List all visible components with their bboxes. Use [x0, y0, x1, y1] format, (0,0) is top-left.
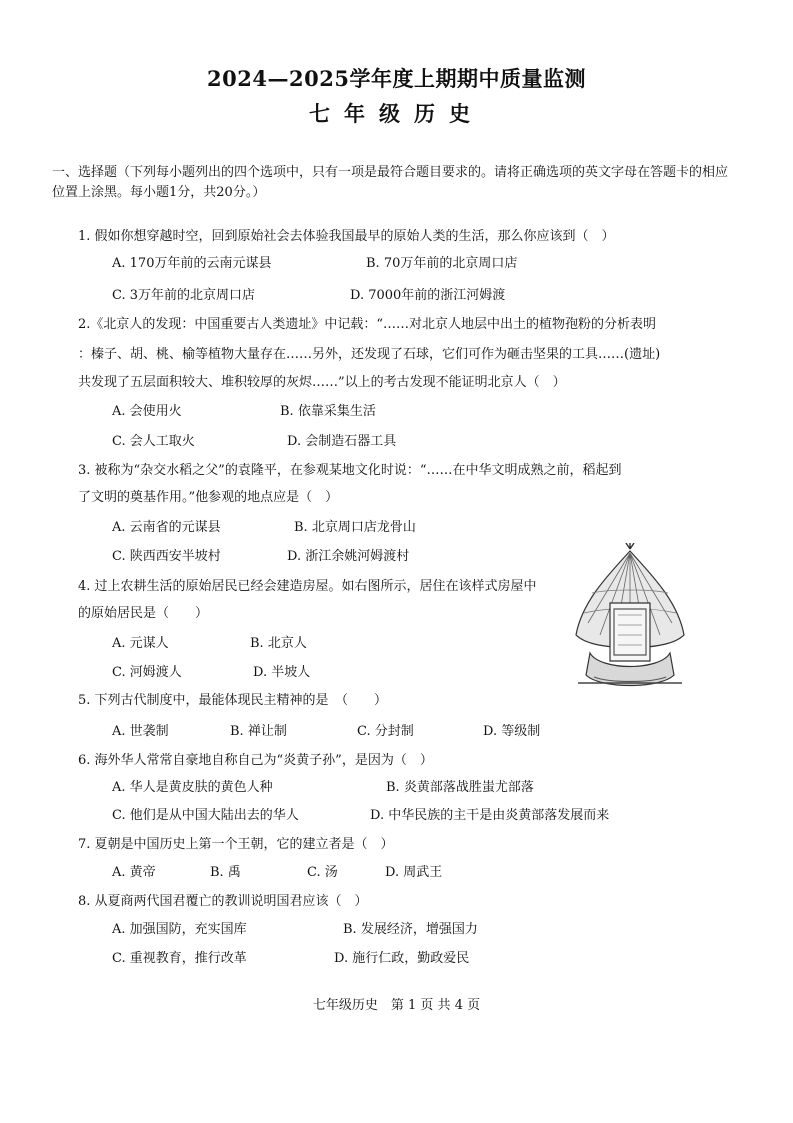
question-2-text-line-3: 共发现了五层面积较大、堆积较厚的灰烬……”以上的考古发现不能证明北京人（ ）	[78, 375, 566, 390]
question-3-text-line-1: 3. 被称为“杂交水稻之父”的袁隆平，在参观某地文化时说：“……在中华文明成熟之前，稻起到	[78, 463, 622, 478]
question-7-option-a: A. 黄帝	[112, 865, 156, 880]
question-2-option-d: D. 会制造石器工具	[287, 434, 397, 449]
question-4-option-d: D. 半坡人	[253, 665, 311, 680]
question-6-option-b: B. 炎黄部落战胜蚩尤部落	[386, 780, 534, 795]
question-3-text-line-2: 了文明的奠基作用。”他参观的地点应是（ ）	[78, 490, 339, 505]
question-3-option-c: C. 陕西西安半坡村	[112, 549, 221, 564]
question-4-option-a: A. 元谋人	[112, 636, 169, 651]
question-8-option-b: B. 发展经济，增强国力	[343, 922, 478, 937]
question-2-option-c: C. 会人工取火	[112, 434, 195, 449]
question-8-option-c: C. 重视教育，推行改革	[112, 951, 247, 966]
question-1-text: 1. 假如你想穿越时空，回到原始社会去体验我国最早的原始人类的生活，那么你应该到（ ）	[78, 229, 615, 244]
question-7-option-c: C. 汤	[307, 865, 338, 880]
exam-subtitle: 七年级历史	[309, 101, 484, 126]
question-5-text: 5. 下列古代制度中，最能体现民主精神的是 （ ）	[78, 693, 388, 708]
question-1-option-a: A. 170万年前的云南元谋县	[112, 256, 272, 271]
question-7-text: 7. 夏朝是中国历史上第一个王朝，它的建立者是（ ）	[78, 837, 394, 852]
question-1-option-c: C. 3万年前的北京周口店	[112, 288, 256, 303]
question-4-text-line-1: 4. 过上农耕生活的原始居民已经会建造房屋。如右图所示，居住在该样式房屋中	[78, 579, 537, 594]
question-2-text-line-1: 2.《北京人的发现：中国重要古人类遗址》中记载：“……对北京人地层中出土的植物孢粉的分析表明	[78, 317, 657, 332]
exam-title: 2024—2025学年度上期期中质量监测	[207, 66, 586, 91]
question-5-option-a: A. 世袭制	[112, 724, 169, 739]
question-5-option-b: B. 禅让制	[230, 724, 287, 739]
question-2-text-line-2: ：榛子、胡、桃、榆等植物大量存在……另外，还发现了石球，它们可作为砸击坚果的工具……(遗址)	[78, 347, 661, 362]
question-8-option-a: A. 加强国防，充实国库	[112, 922, 247, 937]
question-6-option-c: C. 他们是从中国大陆出去的华人	[112, 808, 299, 823]
question-1-option-d: D. 7000年前的浙江河姆渡	[350, 288, 506, 303]
question-8-text: 8. 从夏商两代国君覆亡的教训说明国君应该（ ）	[78, 894, 368, 909]
question-2-option-a: A. 会使用火	[112, 404, 182, 419]
question-3-option-a: A. 云南省的元谋县	[112, 520, 221, 535]
question-4-option-b: B. 北京人	[250, 636, 307, 651]
question-7-option-d: D. 周武王	[385, 865, 443, 880]
question-8-option-d: D. 施行仁政，勤政爱民	[334, 951, 470, 966]
question-4-text-line-2: 的原始居民是（ ）	[78, 606, 209, 621]
question-6-option-a: A. 华人是黄皮肤的黄色人种	[112, 780, 273, 795]
page-footer: 七年级历史 第 1 页 共 4 页	[312, 998, 481, 1013]
question-3-option-d: D. 浙江余姚河姆渡村	[287, 549, 410, 564]
question-2-option-b: B. 依靠采集生活	[280, 404, 376, 419]
question-6-option-d: D. 中华民族的主干是由炎黄部落发展而来	[370, 808, 610, 823]
question-3-option-b: B. 北京周口店龙骨山	[294, 520, 416, 535]
question-4-option-c: C. 河姆渡人	[112, 665, 182, 680]
section-instructions: 一、选择题（下列每小题列出的四个选项中，只有一项是最符合题目要求的。请将正确选项的英文字母在答题卡的相应位置上涂黑。每小题1分，共20分。）	[52, 165, 729, 200]
question-5-option-d: D. 等级制	[483, 724, 541, 739]
question-1-option-b: B. 70万年前的北京周口店	[366, 256, 518, 271]
question-5-option-c: C. 分封制	[357, 724, 414, 739]
question-7-option-b: B. 禹	[210, 865, 241, 880]
round-house-illustration	[570, 543, 690, 703]
question-6-text: 6. 海外华人常常自豪地自称自己为“炎黄子孙”，是因为（ ）	[78, 753, 433, 768]
